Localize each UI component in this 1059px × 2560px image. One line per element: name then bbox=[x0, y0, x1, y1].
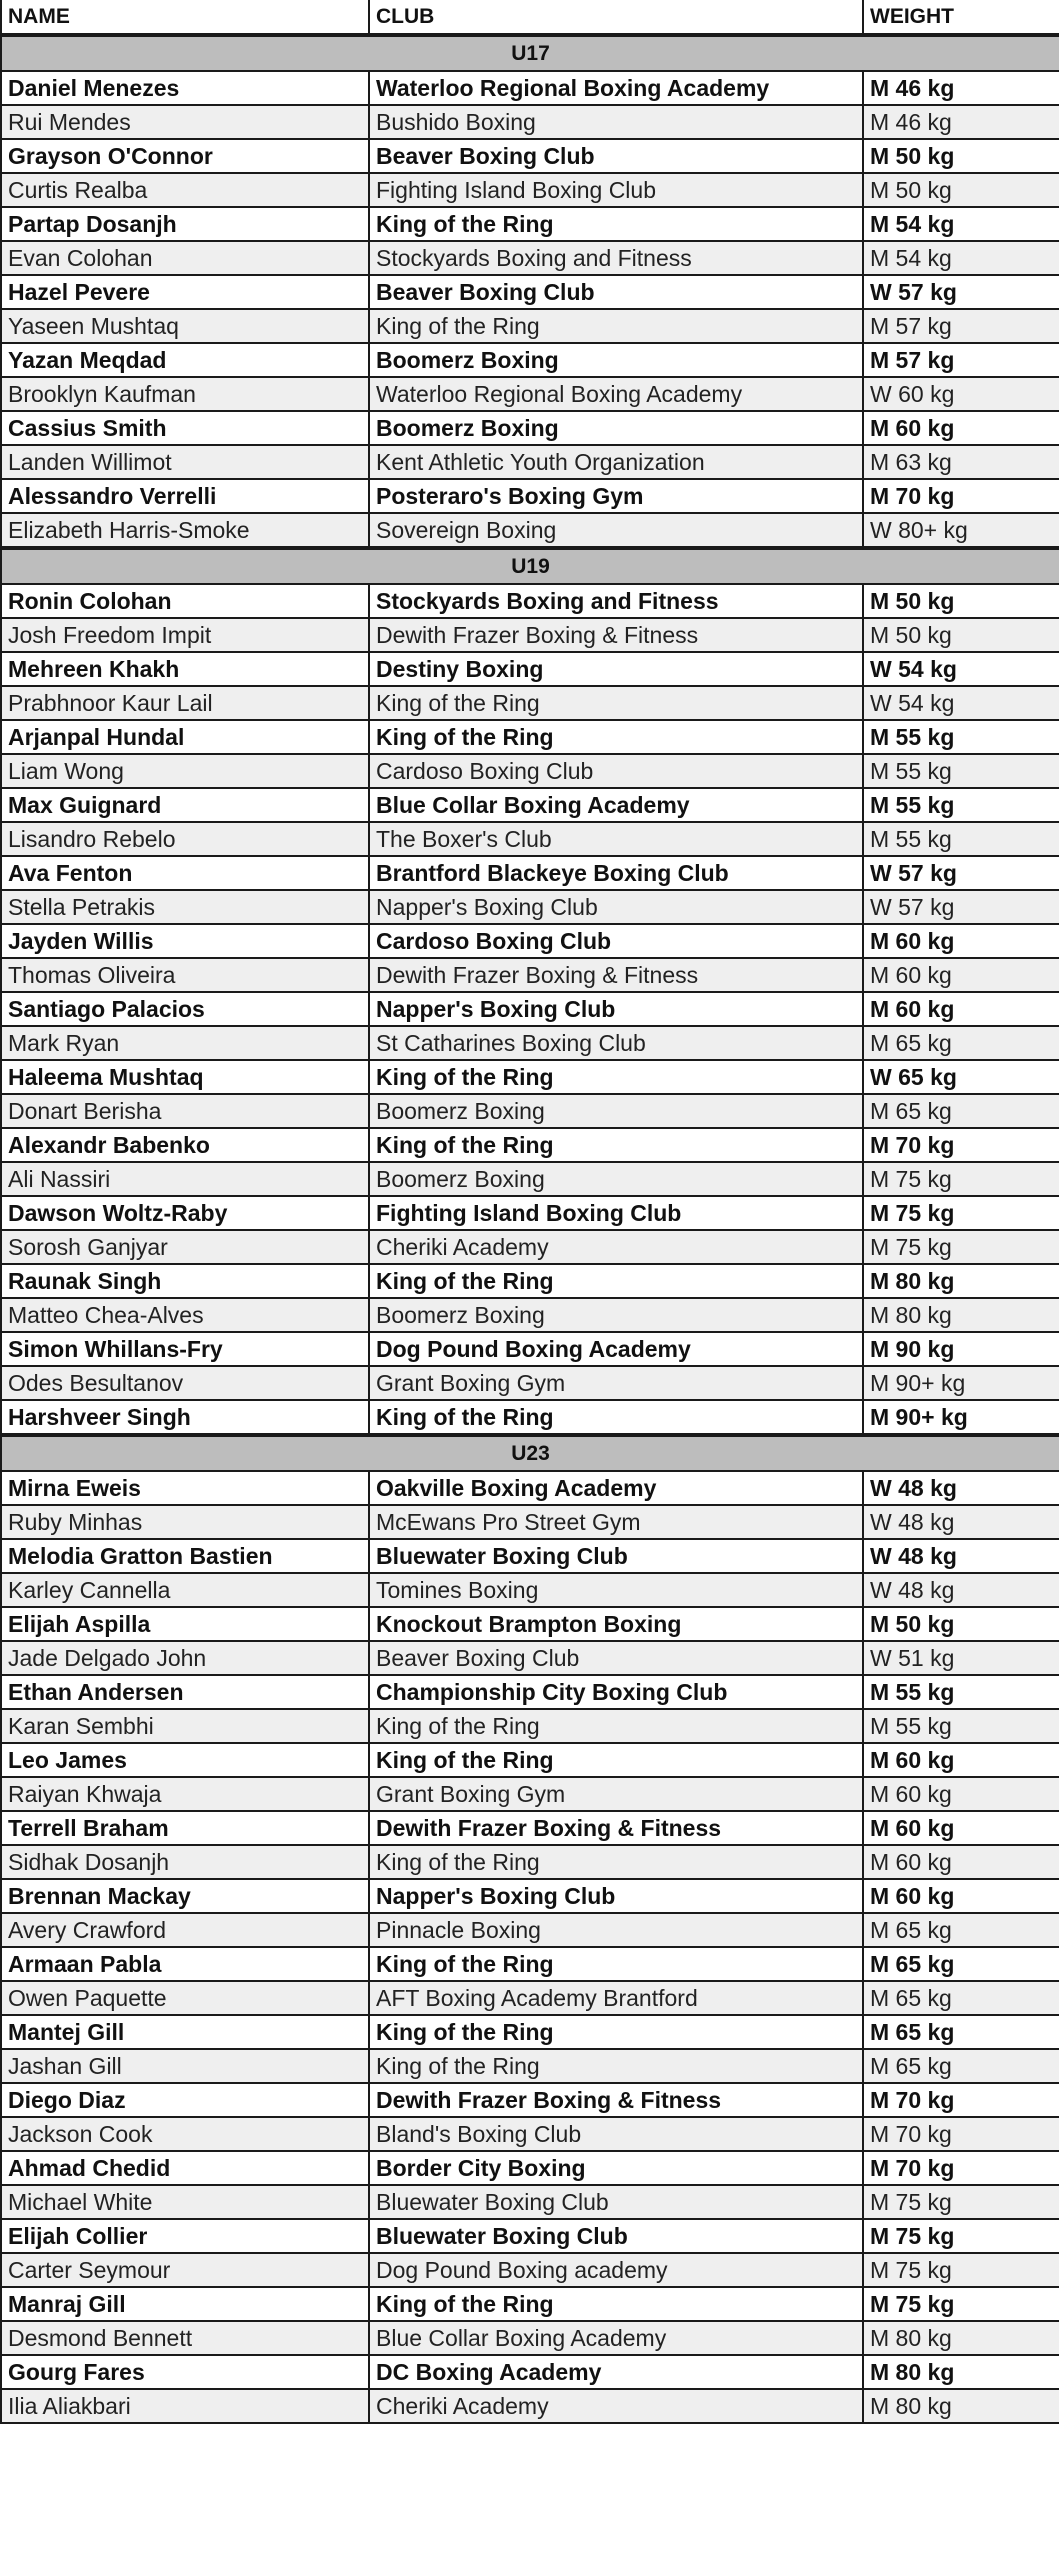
club-cell: Fighting Island Boxing Club bbox=[369, 1196, 863, 1230]
table-row bbox=[1, 1675, 1059, 1709]
club-cell: Bluewater Boxing Club bbox=[369, 2219, 863, 2253]
club-cell: Fighting Island Boxing Club bbox=[369, 173, 863, 207]
table-row bbox=[1, 1471, 1059, 1505]
weight-cell: M 75 kg bbox=[863, 1162, 1059, 1196]
name-cell: Owen Paquette bbox=[1, 1981, 369, 2015]
weight-cell: M 55 kg bbox=[863, 720, 1059, 754]
club-cell: Stockyards Boxing and Fitness bbox=[369, 241, 863, 275]
name-cell: Elizabeth Harris-Smoke bbox=[1, 513, 369, 548]
name-cell: Donart Berisha bbox=[1, 1094, 369, 1128]
table-row bbox=[1, 1128, 1059, 1162]
name-cell: Jayden Willis bbox=[1, 924, 369, 958]
weight-cell: M 55 kg bbox=[863, 1709, 1059, 1743]
name-cell: Dawson Woltz-Raby bbox=[1, 1196, 369, 1230]
name-cell: Cassius Smith bbox=[1, 411, 369, 445]
table-row bbox=[1, 2083, 1059, 2117]
name-cell: Carter Seymour bbox=[1, 2253, 369, 2287]
club-cell: Dewith Frazer Boxing & Fitness bbox=[369, 618, 863, 652]
weight-cell: W 65 kg bbox=[863, 1060, 1059, 1094]
weight-cell: M 46 kg bbox=[863, 71, 1059, 105]
table-row bbox=[1, 1641, 1059, 1675]
weight-cell: M 55 kg bbox=[863, 1675, 1059, 1709]
name-cell: Yaseen Mushtaq bbox=[1, 309, 369, 343]
weight-cell: M 50 kg bbox=[863, 173, 1059, 207]
table-row bbox=[1, 1539, 1059, 1573]
weight-cell: M 50 kg bbox=[863, 584, 1059, 618]
name-cell: Alexandr Babenko bbox=[1, 1128, 369, 1162]
weight-cell: M 54 kg bbox=[863, 241, 1059, 275]
weight-cell: M 60 kg bbox=[863, 1777, 1059, 1811]
weight-cell: W 48 kg bbox=[863, 1573, 1059, 1607]
weight-cell: M 60 kg bbox=[863, 411, 1059, 445]
table-row bbox=[1, 1505, 1059, 1539]
table-row bbox=[1, 1094, 1059, 1128]
table-row bbox=[1, 1162, 1059, 1196]
club-cell: Boomerz Boxing bbox=[369, 1162, 863, 1196]
weight-cell: M 60 kg bbox=[863, 1811, 1059, 1845]
club-cell: King of the Ring bbox=[369, 1060, 863, 1094]
club-cell: Waterloo Regional Boxing Academy bbox=[369, 71, 863, 105]
name-cell: Thomas Oliveira bbox=[1, 958, 369, 992]
name-cell: Mirna Eweis bbox=[1, 1471, 369, 1505]
section-label: U23 bbox=[1, 1435, 1059, 1471]
table-row bbox=[1, 2287, 1059, 2321]
table-row bbox=[1, 890, 1059, 924]
name-cell: Santiago Palacios bbox=[1, 992, 369, 1026]
name-cell: Mehreen Khakh bbox=[1, 652, 369, 686]
weight-cell: M 65 kg bbox=[863, 2049, 1059, 2083]
name-cell: Karley Cannella bbox=[1, 1573, 369, 1607]
weight-cell: M 50 kg bbox=[863, 1607, 1059, 1641]
name-cell: Haleema Mushtaq bbox=[1, 1060, 369, 1094]
weight-cell: M 80 kg bbox=[863, 1298, 1059, 1332]
club-cell: Posteraro's Boxing Gym bbox=[369, 479, 863, 513]
name-cell: Rui Mendes bbox=[1, 105, 369, 139]
weight-cell: M 60 kg bbox=[863, 992, 1059, 1026]
weight-cell: M 65 kg bbox=[863, 1913, 1059, 1947]
table-row bbox=[1, 652, 1059, 686]
club-cell: Napper's Boxing Club bbox=[369, 890, 863, 924]
table-row bbox=[1, 1845, 1059, 1879]
weight-cell: M 90+ kg bbox=[863, 1366, 1059, 1400]
club-cell: Tomines Boxing bbox=[369, 1573, 863, 1607]
name-cell: Sorosh Ganjyar bbox=[1, 1230, 369, 1264]
club-cell: Grant Boxing Gym bbox=[369, 1777, 863, 1811]
club-cell: Napper's Boxing Club bbox=[369, 1879, 863, 1913]
name-cell: Ilia Aliakbari bbox=[1, 2389, 369, 2423]
table-row bbox=[1, 1777, 1059, 1811]
name-cell: Ethan Andersen bbox=[1, 1675, 369, 1709]
club-cell: King of the Ring bbox=[369, 1743, 863, 1777]
club-cell: Bushido Boxing bbox=[369, 105, 863, 139]
name-cell: Matteo Chea-Alves bbox=[1, 1298, 369, 1332]
table-row bbox=[1, 2015, 1059, 2049]
weight-cell: M 65 kg bbox=[863, 2015, 1059, 2049]
table-row bbox=[1, 720, 1059, 754]
table-row bbox=[1, 958, 1059, 992]
club-cell: Dog Pound Boxing Academy bbox=[369, 1332, 863, 1366]
club-cell: King of the Ring bbox=[369, 1400, 863, 1435]
name-cell: Landen Willimot bbox=[1, 445, 369, 479]
table-row bbox=[1, 1879, 1059, 1913]
weight-cell: M 80 kg bbox=[863, 2321, 1059, 2355]
section-label: U17 bbox=[1, 35, 1059, 71]
name-cell: Brennan Mackay bbox=[1, 1879, 369, 1913]
club-cell: King of the Ring bbox=[369, 207, 863, 241]
table-row bbox=[1, 754, 1059, 788]
club-cell: King of the Ring bbox=[369, 686, 863, 720]
club-cell: Cardoso Boxing Club bbox=[369, 924, 863, 958]
weight-cell: M 60 kg bbox=[863, 1743, 1059, 1777]
weight-cell: M 60 kg bbox=[863, 958, 1059, 992]
table-row bbox=[1, 309, 1059, 343]
club-cell: Cardoso Boxing Club bbox=[369, 754, 863, 788]
name-cell: Desmond Bennett bbox=[1, 2321, 369, 2355]
club-cell: Oakville Boxing Academy bbox=[369, 1471, 863, 1505]
club-cell: King of the Ring bbox=[369, 1264, 863, 1298]
club-cell: Kent Athletic Youth Organization bbox=[369, 445, 863, 479]
weight-cell: W 54 kg bbox=[863, 686, 1059, 720]
table-row bbox=[1, 343, 1059, 377]
name-cell: Leo James bbox=[1, 1743, 369, 1777]
name-cell: Max Guignard bbox=[1, 788, 369, 822]
name-cell: Mantej Gill bbox=[1, 2015, 369, 2049]
table-row bbox=[1, 1332, 1059, 1366]
club-cell: King of the Ring bbox=[369, 309, 863, 343]
table-row bbox=[1, 1607, 1059, 1641]
table-row bbox=[1, 411, 1059, 445]
table-row bbox=[1, 2185, 1059, 2219]
table-row bbox=[1, 275, 1059, 309]
table-row bbox=[1, 1298, 1059, 1332]
name-cell: Curtis Realba bbox=[1, 173, 369, 207]
table-row bbox=[1, 207, 1059, 241]
club-cell: Cheriki Academy bbox=[369, 2389, 863, 2423]
name-cell: Michael White bbox=[1, 2185, 369, 2219]
name-cell: Jade Delgado John bbox=[1, 1641, 369, 1675]
table-row bbox=[1, 1743, 1059, 1777]
table-row bbox=[1, 2321, 1059, 2355]
club-cell: Destiny Boxing bbox=[369, 652, 863, 686]
weight-cell: M 60 kg bbox=[863, 1879, 1059, 1913]
club-cell: Stockyards Boxing and Fitness bbox=[369, 584, 863, 618]
name-cell: Karan Sembhi bbox=[1, 1709, 369, 1743]
section-header-row bbox=[1, 548, 1059, 584]
club-cell: Sovereign Boxing bbox=[369, 513, 863, 548]
name-cell: Avery Crawford bbox=[1, 1913, 369, 1947]
club-cell: Blue Collar Boxing Academy bbox=[369, 2321, 863, 2355]
club-cell: St Catharines Boxing Club bbox=[369, 1026, 863, 1060]
table-row bbox=[1, 1947, 1059, 1981]
table-row bbox=[1, 2151, 1059, 2185]
name-cell: Alessandro Verrelli bbox=[1, 479, 369, 513]
name-cell: Daniel Menezes bbox=[1, 71, 369, 105]
table-row bbox=[1, 584, 1059, 618]
club-cell: Boomerz Boxing bbox=[369, 343, 863, 377]
table-row bbox=[1, 1981, 1059, 2015]
table-row bbox=[1, 479, 1059, 513]
weight-cell: M 75 kg bbox=[863, 1196, 1059, 1230]
name-cell: Stella Petrakis bbox=[1, 890, 369, 924]
weight-cell: M 57 kg bbox=[863, 309, 1059, 343]
club-cell: Beaver Boxing Club bbox=[369, 275, 863, 309]
weight-cell: M 80 kg bbox=[863, 2389, 1059, 2423]
weight-cell: W 80+ kg bbox=[863, 513, 1059, 548]
club-cell: Grant Boxing Gym bbox=[369, 1366, 863, 1400]
club-cell: King of the Ring bbox=[369, 2015, 863, 2049]
weight-cell: W 60 kg bbox=[863, 377, 1059, 411]
table-row bbox=[1, 992, 1059, 1026]
weight-cell: W 48 kg bbox=[863, 1505, 1059, 1539]
club-cell: King of the Ring bbox=[369, 1947, 863, 1981]
column-header-weight: WEIGHT bbox=[863, 0, 1059, 35]
table-row bbox=[1, 513, 1059, 548]
table-row bbox=[1, 1811, 1059, 1845]
club-cell: Pinnacle Boxing bbox=[369, 1913, 863, 1947]
table-body bbox=[1, 35, 1059, 2423]
weight-cell: M 70 kg bbox=[863, 2117, 1059, 2151]
club-cell: Knockout Brampton Boxing bbox=[369, 1607, 863, 1641]
club-cell: Cheriki Academy bbox=[369, 1230, 863, 1264]
club-cell: Blue Collar Boxing Academy bbox=[369, 788, 863, 822]
weight-cell: M 70 kg bbox=[863, 1128, 1059, 1162]
table-row bbox=[1, 618, 1059, 652]
club-cell: King of the Ring bbox=[369, 720, 863, 754]
name-cell: Brooklyn Kaufman bbox=[1, 377, 369, 411]
club-cell: Dog Pound Boxing academy bbox=[369, 2253, 863, 2287]
weight-cell: M 65 kg bbox=[863, 1947, 1059, 1981]
club-cell: Boomerz Boxing bbox=[369, 411, 863, 445]
name-cell: Raunak Singh bbox=[1, 1264, 369, 1298]
weight-cell: M 55 kg bbox=[863, 822, 1059, 856]
weight-cell: M 75 kg bbox=[863, 2185, 1059, 2219]
club-cell: Bland's Boxing Club bbox=[369, 2117, 863, 2151]
weight-cell: M 90 kg bbox=[863, 1332, 1059, 1366]
weight-cell: M 75 kg bbox=[863, 2287, 1059, 2321]
table-row bbox=[1, 686, 1059, 720]
club-cell: Championship City Boxing Club bbox=[369, 1675, 863, 1709]
name-cell: Raiyan Khwaja bbox=[1, 1777, 369, 1811]
table-row bbox=[1, 2253, 1059, 2287]
club-cell: Boomerz Boxing bbox=[369, 1298, 863, 1332]
name-cell: Ronin Colohan bbox=[1, 584, 369, 618]
table-row bbox=[1, 1913, 1059, 1947]
name-cell: Diego Diaz bbox=[1, 2083, 369, 2117]
name-cell: Jashan Gill bbox=[1, 2049, 369, 2083]
name-cell: Ruby Minhas bbox=[1, 1505, 369, 1539]
table-row bbox=[1, 1366, 1059, 1400]
table-row bbox=[1, 2389, 1059, 2423]
name-cell: Partap Dosanjh bbox=[1, 207, 369, 241]
table-row bbox=[1, 788, 1059, 822]
weight-cell: W 48 kg bbox=[863, 1471, 1059, 1505]
weight-cell: M 70 kg bbox=[863, 2083, 1059, 2117]
weight-cell: M 55 kg bbox=[863, 788, 1059, 822]
name-cell: Elijah Aspilla bbox=[1, 1607, 369, 1641]
name-cell: Grayson O'Connor bbox=[1, 139, 369, 173]
table-row bbox=[1, 1709, 1059, 1743]
weight-cell: M 65 kg bbox=[863, 1094, 1059, 1128]
club-cell: King of the Ring bbox=[369, 1128, 863, 1162]
table-row bbox=[1, 924, 1059, 958]
name-cell: Sidhak Dosanjh bbox=[1, 1845, 369, 1879]
club-cell: Border City Boxing bbox=[369, 2151, 863, 2185]
name-cell: Ali Nassiri bbox=[1, 1162, 369, 1196]
table-row bbox=[1, 822, 1059, 856]
name-cell: Lisandro Rebelo bbox=[1, 822, 369, 856]
weight-cell: M 65 kg bbox=[863, 1981, 1059, 2015]
weight-cell: W 54 kg bbox=[863, 652, 1059, 686]
club-cell: King of the Ring bbox=[369, 2049, 863, 2083]
club-cell: King of the Ring bbox=[369, 1845, 863, 1879]
column-header-club: CLUB bbox=[369, 0, 863, 35]
weight-cell: M 75 kg bbox=[863, 1230, 1059, 1264]
name-cell: Josh Freedom Impit bbox=[1, 618, 369, 652]
table-row bbox=[1, 1230, 1059, 1264]
table-row bbox=[1, 445, 1059, 479]
name-cell: Yazan Meqdad bbox=[1, 343, 369, 377]
club-cell: McEwans Pro Street Gym bbox=[369, 1505, 863, 1539]
table-row bbox=[1, 2117, 1059, 2151]
name-cell: Arjanpal Hundal bbox=[1, 720, 369, 754]
weight-cell: M 50 kg bbox=[863, 139, 1059, 173]
weight-cell: W 48 kg bbox=[863, 1539, 1059, 1573]
name-cell: Armaan Pabla bbox=[1, 1947, 369, 1981]
weight-cell: M 80 kg bbox=[863, 2355, 1059, 2389]
name-cell: Prabhnoor Kaur Lail bbox=[1, 686, 369, 720]
weight-cell: M 60 kg bbox=[863, 924, 1059, 958]
weight-cell: W 57 kg bbox=[863, 856, 1059, 890]
weight-cell: M 57 kg bbox=[863, 343, 1059, 377]
name-cell: Liam Wong bbox=[1, 754, 369, 788]
weight-cell: M 70 kg bbox=[863, 2151, 1059, 2185]
table-row bbox=[1, 2049, 1059, 2083]
table-row bbox=[1, 173, 1059, 207]
table-row bbox=[1, 856, 1059, 890]
table-row bbox=[1, 71, 1059, 105]
club-cell: Dewith Frazer Boxing & Fitness bbox=[369, 2083, 863, 2117]
section-header-row bbox=[1, 35, 1059, 71]
table-row bbox=[1, 1196, 1059, 1230]
name-cell: Harshveer Singh bbox=[1, 1400, 369, 1435]
name-cell: Hazel Pevere bbox=[1, 275, 369, 309]
weight-cell: M 46 kg bbox=[863, 105, 1059, 139]
name-cell: Evan Colohan bbox=[1, 241, 369, 275]
club-cell: King of the Ring bbox=[369, 2287, 863, 2321]
weight-cell: M 75 kg bbox=[863, 2253, 1059, 2287]
club-cell: Beaver Boxing Club bbox=[369, 139, 863, 173]
name-cell: Elijah Collier bbox=[1, 2219, 369, 2253]
club-cell: Napper's Boxing Club bbox=[369, 992, 863, 1026]
table-header bbox=[1, 0, 1059, 35]
club-cell: DC Boxing Academy bbox=[369, 2355, 863, 2389]
table-row bbox=[1, 241, 1059, 275]
weight-cell: M 75 kg bbox=[863, 2219, 1059, 2253]
weight-cell: M 70 kg bbox=[863, 479, 1059, 513]
name-cell: Gourg Fares bbox=[1, 2355, 369, 2389]
club-cell: Brantford Blackeye Boxing Club bbox=[369, 856, 863, 890]
club-cell: King of the Ring bbox=[369, 1709, 863, 1743]
header-row bbox=[1, 0, 1059, 35]
section-header-row bbox=[1, 1435, 1059, 1471]
name-cell: Terrell Braham bbox=[1, 1811, 369, 1845]
club-cell: Boomerz Boxing bbox=[369, 1094, 863, 1128]
weight-cell: M 50 kg bbox=[863, 618, 1059, 652]
table-row bbox=[1, 2355, 1059, 2389]
weight-cell: W 57 kg bbox=[863, 890, 1059, 924]
weight-cell: M 55 kg bbox=[863, 754, 1059, 788]
name-cell: Simon Whillans-Fry bbox=[1, 1332, 369, 1366]
name-cell: Odes Besultanov bbox=[1, 1366, 369, 1400]
weight-cell: M 63 kg bbox=[863, 445, 1059, 479]
club-cell: Waterloo Regional Boxing Academy bbox=[369, 377, 863, 411]
table-row bbox=[1, 1400, 1059, 1435]
weight-cell: M 60 kg bbox=[863, 1845, 1059, 1879]
club-cell: AFT Boxing Academy Brantford bbox=[369, 1981, 863, 2015]
name-cell: Manraj Gill bbox=[1, 2287, 369, 2321]
name-cell: Ahmad Chedid bbox=[1, 2151, 369, 2185]
weight-cell: M 54 kg bbox=[863, 207, 1059, 241]
name-cell: Mark Ryan bbox=[1, 1026, 369, 1060]
name-cell: Melodia Gratton Bastien bbox=[1, 1539, 369, 1573]
weight-cell: M 65 kg bbox=[863, 1026, 1059, 1060]
club-cell: Dewith Frazer Boxing & Fitness bbox=[369, 958, 863, 992]
club-cell: The Boxer's Club bbox=[369, 822, 863, 856]
club-cell: Dewith Frazer Boxing & Fitness bbox=[369, 1811, 863, 1845]
table-row bbox=[1, 1264, 1059, 1298]
club-cell: Bluewater Boxing Club bbox=[369, 2185, 863, 2219]
table-row bbox=[1, 377, 1059, 411]
table-row bbox=[1, 139, 1059, 173]
table-row bbox=[1, 1573, 1059, 1607]
table-row bbox=[1, 105, 1059, 139]
column-header-name: NAME bbox=[1, 0, 369, 35]
weight-cell: W 57 kg bbox=[863, 275, 1059, 309]
table-row bbox=[1, 1026, 1059, 1060]
weight-cell: M 90+ kg bbox=[863, 1400, 1059, 1435]
weight-cell: W 51 kg bbox=[863, 1641, 1059, 1675]
club-cell: Bluewater Boxing Club bbox=[369, 1539, 863, 1573]
weight-cell: M 80 kg bbox=[863, 1264, 1059, 1298]
club-cell: Beaver Boxing Club bbox=[369, 1641, 863, 1675]
table-row bbox=[1, 1060, 1059, 1094]
table-row bbox=[1, 2219, 1059, 2253]
name-cell: Ava Fenton bbox=[1, 856, 369, 890]
section-label: U19 bbox=[1, 548, 1059, 584]
name-cell: Jackson Cook bbox=[1, 2117, 369, 2151]
